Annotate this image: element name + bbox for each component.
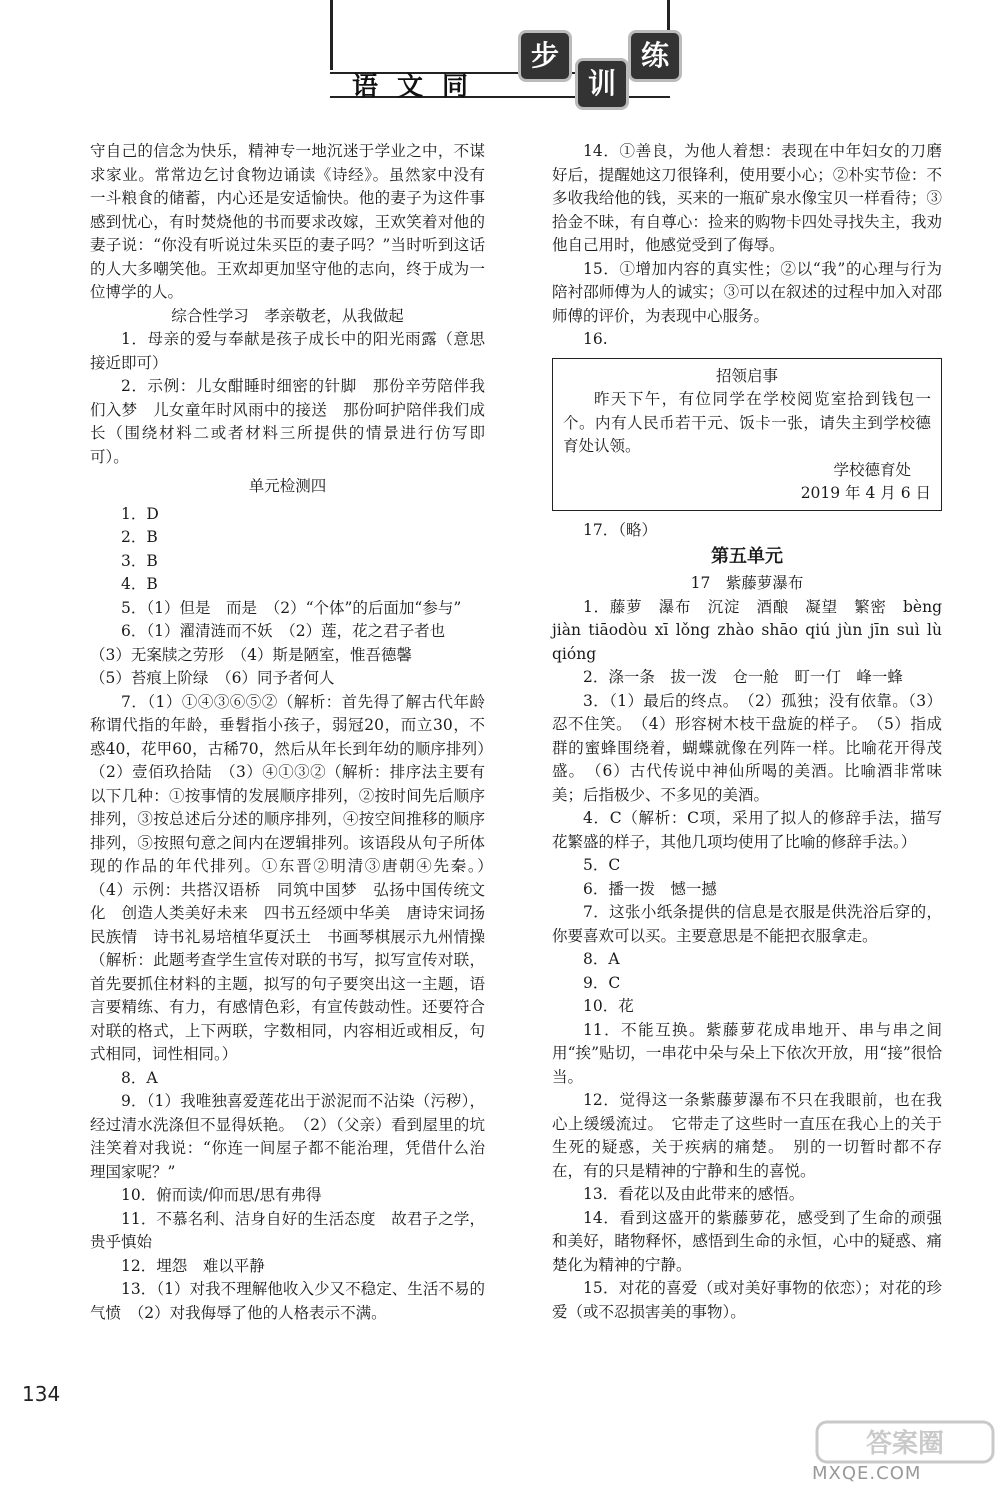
header-badge-lian: 练 xyxy=(628,30,682,82)
answer-item: 6．播一拨 憾一撼 xyxy=(583,879,717,898)
answer-item: 1．母亲的爱与奉献是孩子成长中的阳光雨露（意思接近即可） xyxy=(90,330,485,372)
page-header xyxy=(0,0,1000,110)
answer-item: 4．B xyxy=(121,575,158,593)
answer-item: 13．看花以及由此带来的感悟。 xyxy=(583,1185,805,1203)
answer-item: （5）苔痕上阶绿 （6）同予者何人 xyxy=(90,669,335,687)
answer-item: 8．A xyxy=(121,1068,158,1087)
unit-title: 第五单元 xyxy=(711,546,783,567)
notice-title: 招领启事 xyxy=(715,366,778,385)
notice-signer: 学校德育处 xyxy=(833,460,911,479)
answer-item: 7．这张小纸条提供的信息是衣服是供洗浴后穿的，你要喜欢可以买。主要意思是不能把衣服拿走。 xyxy=(552,903,942,945)
answer-item: 13．（1）对我不理解他收入少又不稳定、生活不易的气愤 （2）对我侮辱了他的人格表示不满。 xyxy=(90,1280,485,1322)
answer-item: 1．D xyxy=(121,504,159,523)
answer-item: 3．B xyxy=(121,551,158,570)
answer-item: 16. xyxy=(583,330,608,348)
header-left-line xyxy=(330,0,333,70)
header-badge-bu: 步 xyxy=(518,30,572,82)
header-badge-xun: 训 xyxy=(575,58,629,110)
answer-item: 11．不慕名利、洁身自好的生活态度 故君子之学，贵乎慎始 xyxy=(90,1209,485,1251)
answer-item: 12．埋怨 难以平静 xyxy=(121,1256,265,1275)
answer-item: 17．（略） xyxy=(583,520,657,539)
left-column xyxy=(90,140,501,1325)
answer-item: （3）无案牍之劳形 （4）斯是陋室，惟吾德馨 xyxy=(90,645,412,664)
answer-item: 8．A xyxy=(583,950,620,968)
answer-item: 14．看到这盛开的紫藤萝花，感受到了生命的顽强和美好，睹物释怀，感悟到生命的永恒，心中的疑惑、痛楚化为精神的宁静。 xyxy=(552,1208,942,1274)
answer-item: 12．觉得这一条紫藤萝瀑布不只在我眼前，也在我心上缓缓流过。 它带走了这些时一直压在我心上的关于生死的疑惑，关于疾病的痛楚。 别的一切暂时都不存在，有的只是精神的宁静和生的喜悦。 xyxy=(552,1091,942,1180)
answer-item: 1．藤萝 瀑布 沉淀 酒酿 凝望 繁密 bèng jiàn tiāodòu xī lǒng zhào shāo qiú jùn jīn suì lù qióng xyxy=(552,597,942,663)
watermark-logo-text: 答案圈 xyxy=(865,1429,945,1459)
answer-item: 4．C（解析：C项，采用了拟人的修辞手法，描写花繁盛的样子，其他几项均使用了比喻的修辞手法。） xyxy=(552,809,942,851)
notice-box xyxy=(552,358,942,511)
right-column xyxy=(552,140,942,1324)
notice-date: 2019 年 4 月 6 日 xyxy=(800,484,931,502)
answer-item: 10．花 xyxy=(583,997,634,1015)
answer-item: 2．B xyxy=(121,528,158,546)
section-title: 单元检测四 xyxy=(248,477,327,495)
answer-item: 14．①善良，为他人着想：表现在中年妇女的刀磨好后，提醒她这刀很锋利，使用要小心；②朴实节俭：不多收我给他的钱，买来的一瓶矿泉水像宝贝一样看待；③拾金不昧，有自尊心：捡来的购物卡四处寻找失主，我劝他自己用时，他感觉受到了侮辱。 xyxy=(552,142,942,254)
answer-text: 守自己的信念为快乐，精神专一地沉迷于学业之中，不谋求家业。常常边乞讨食物边诵读《诗经》。虽然家中没有一斗粮食的储蓄，内心还是安适愉快。他的妻子为这件事感到忧心，有时焚烧他的书而要求改嫁，王欢笑着对他的妻子说：“你没有听说过朱买臣的妻子吗？”当时听到这话的人大多嘲笑他。王欢却更加坚守他的志向，终于成为一位博学的人。 xyxy=(90,142,485,301)
answer-item: 3．（1）最后的终点。 （2）孤独；没有依靠。（3）忍不住笑。 （4）形容树木枝干盘旋的样子。 （5）指成群的蜜蜂围绕着，蝴蝶就像在列阵一样。比喻花开得茂盛。 （6）古代传说中神仙所喝的美酒。比喻酒非常味美；后指极少、不多见的美酒。 xyxy=(552,691,942,804)
header-char-tong: 同 xyxy=(442,72,469,102)
answer-item: 7．（1）①④③⑥⑤②（解析：首先得了解古代年龄称谓代指的年龄，垂髫指小孩子，弱冠20，而立30，不惑40，花甲60，古稀70，然后从年长到年幼的顺序排列） （2）壹佰玖拾陆 （3）④①③②（解析：排序法主要有以下几种：①按事情的发展顺序排列，②按时间先后顺序排列，③按总述后分述的顺序排列，④按空间推移的顺序排列，⑤按照句意之间内在逻辑排列。该语段从句子所体现的作品的年代排列。①东晋②明清③唐朝④先秦。） （4）示例：共搭汉语桥 同筑中国梦 弘扬中国传统文化 创造人类美好未来 四书五经颂中华美 唐诗宋词扬民族情 诗书礼易培植华夏沃土 书画琴棋展示九州情操（解析：此题考查学生宣传对联的书写，拟写宣传对联，首先要抓住材料的主题，拟写的句子要突出这一主题，语言要精练、有力，有感情色彩，有宣传鼓动性。还要符合对联的格式，上下两联，字数相同，内容相近或相反，句式相同，词性相同。） xyxy=(90,692,501,1063)
answer-item: 9．（1）我唯独喜爱莲花出于淤泥而不沾染（污秽），经过清水洗涤但不显得妖艳。 （2）（父亲）看到屋里的坑洼笑着对我说：“你连一间屋子都不能治理，凭借什么治理国家呢？” xyxy=(90,1092,485,1181)
answer-item: 15．对花的喜爱（或对美好事物的依恋）；对花的珍爱（或不忍损害美的事物）。 xyxy=(552,1279,942,1321)
answer-item: 11．不能互换。紫藤萝花成串地开、串与串之间用“挨”贴切，一串花中朵与朵上下依次开放，用“接”很恰当。 xyxy=(552,1020,942,1086)
answer-item: 5．（1）但是 而是 （2）“个体”的后面加“参与” xyxy=(121,598,462,617)
notice-body: 昨天下午，有位同学在学校阅览室拾到钱包一个。内有人民币若干元、饭卡一张，请失主到学校德育处认领。 xyxy=(563,390,931,455)
answer-item: 2．涤一条 拔一泼 仓一舱 町一仃 峰一蜂 xyxy=(583,668,903,686)
watermark-url: MXQE.COM xyxy=(812,1463,922,1484)
answer-item: 10．俯而读/仰而思/思有弗得 xyxy=(121,1186,322,1204)
section-title: 综合性学习 孝亲敬老，从我做起 xyxy=(171,306,404,325)
header-char-yu: 语 xyxy=(352,72,379,102)
answer-item: 2．示例：儿女酣睡时细密的针脚 那份辛劳陪伴我们入梦 儿女童年时风雨中的接送 那份呵护陪伴我们成长（围绕材料二或者材料三所提供的情景进行仿写即可）。 xyxy=(90,377,485,466)
lesson-title: 17 紫藤萝瀑布 xyxy=(690,574,804,592)
answer-item: 15．①增加内容的真实性；②以“我”的心理与行为陪衬邵师傅为人的诚实；③可以在叙述的过程中加入对邵师傅的评价，为表现中心服务。 xyxy=(552,259,942,325)
page-number: 134 xyxy=(22,1382,61,1406)
answer-item: 5．C xyxy=(583,856,621,874)
answer-item: 6．（1）濯清涟而不妖 （2）莲，花之君子者也 xyxy=(121,622,446,640)
answer-item: 9．C xyxy=(583,973,621,992)
header-char-wen: 文 xyxy=(397,72,424,102)
